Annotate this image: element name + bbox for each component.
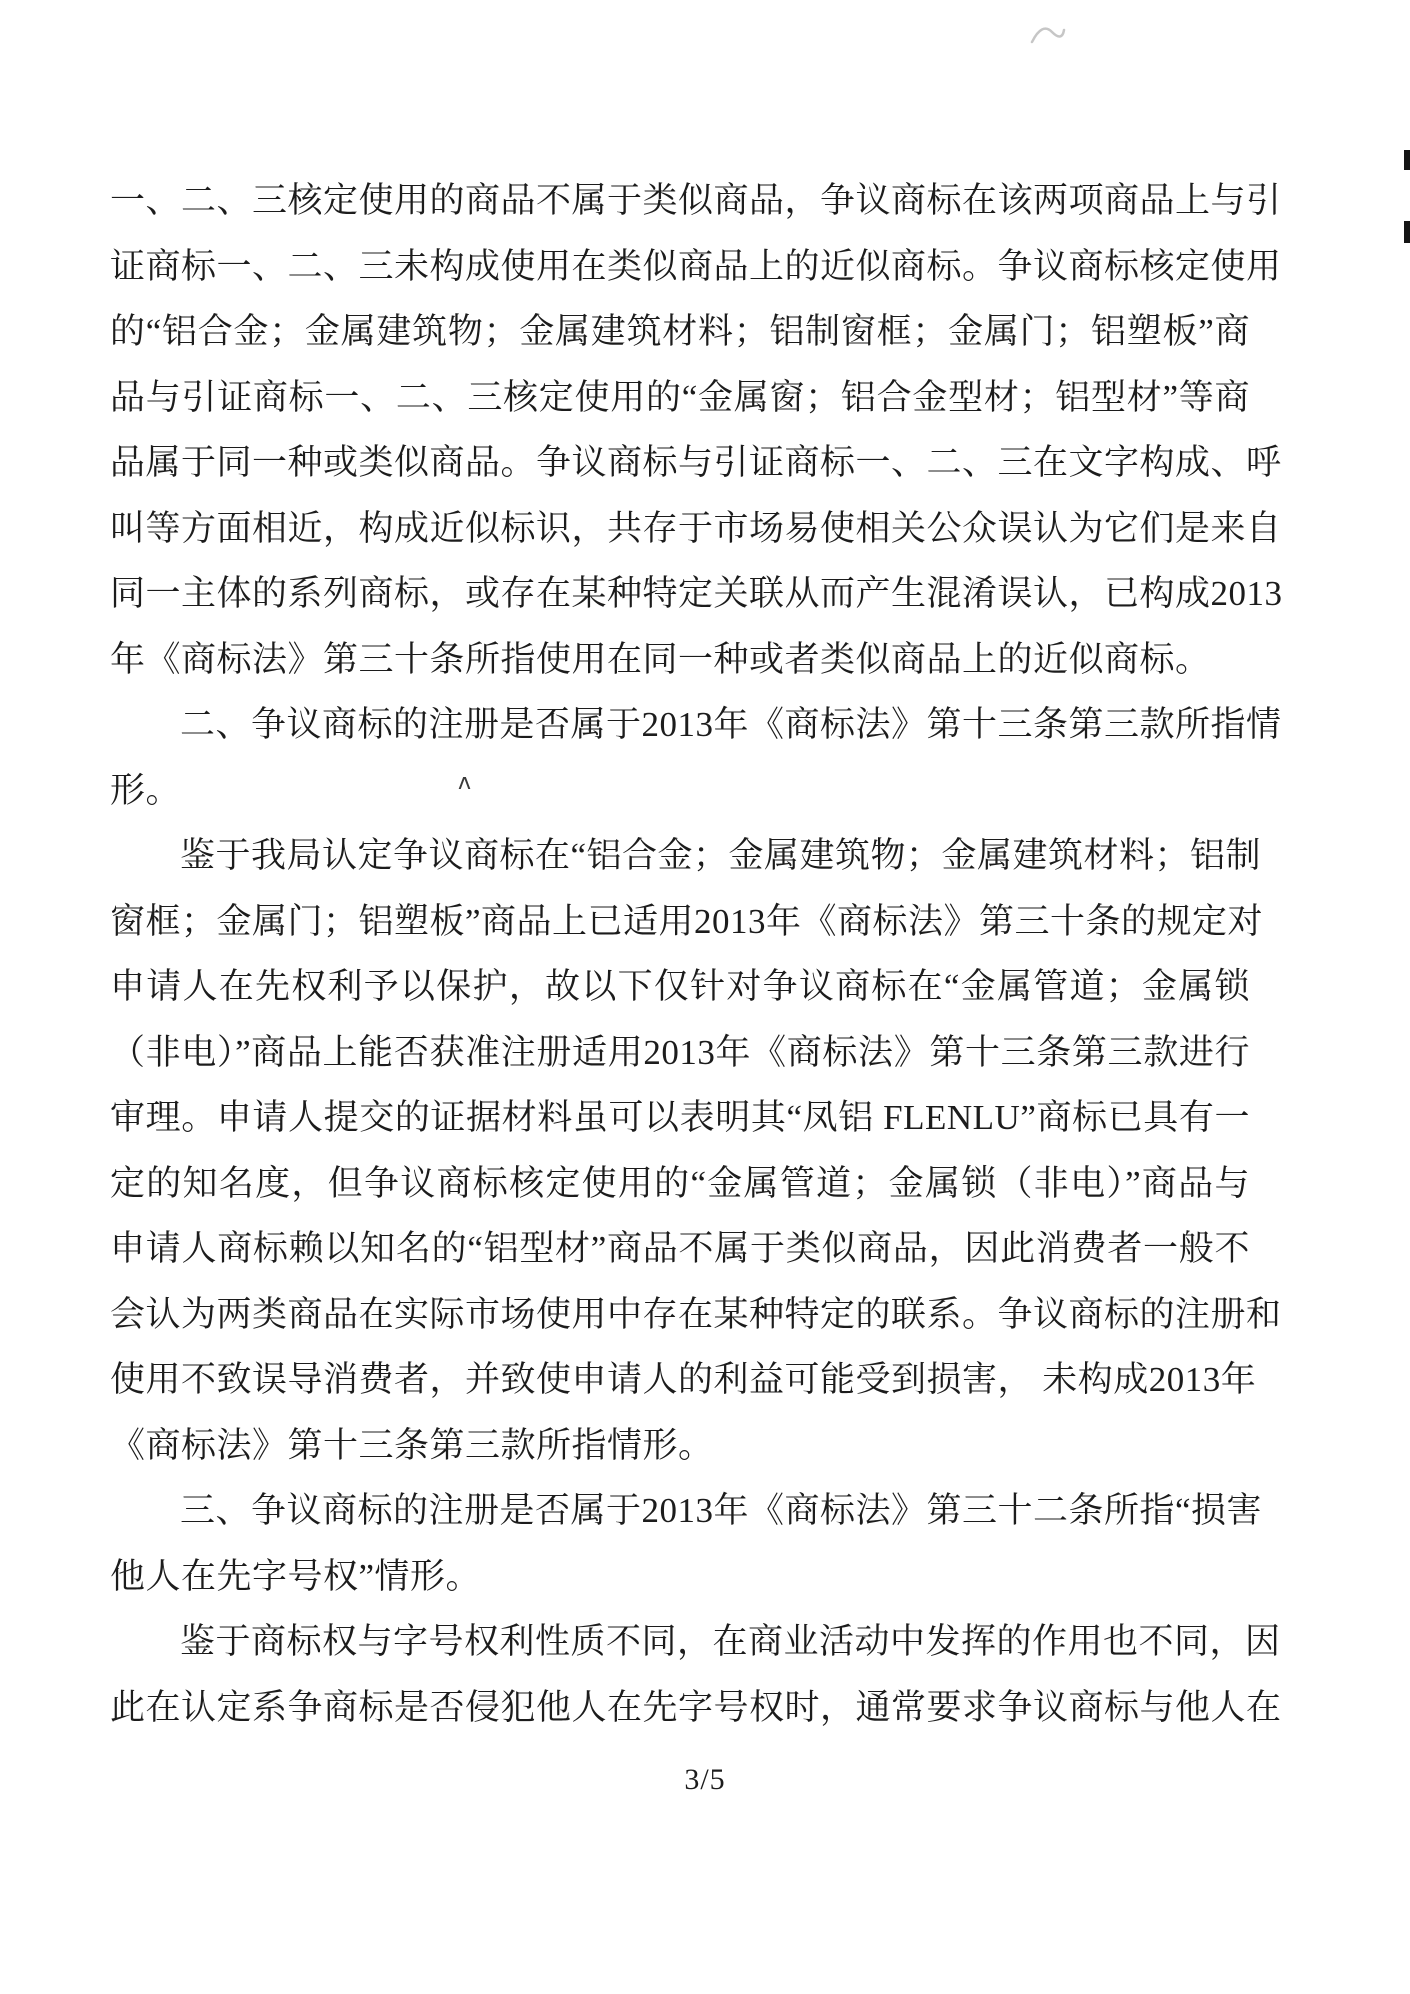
text-line: 年《商标法》第三十条所指使用在同一种或者类似商品上的近似商标。 xyxy=(110,639,1211,679)
text-line-section-heading: 二、争议商标的注册是否属于2013年《商标法》第十三条第三款所指情 xyxy=(180,705,1282,744)
text-line: 一、二、三核定使用的商品不属于类似商品，争议商标在该两项商品上与引 xyxy=(110,181,1282,220)
text-line: 定的知名度，但争议商标核定使用的“金属管道；金属锁（非电）”商品与 xyxy=(110,1163,1250,1203)
text-line: 品与引证商标一、二、三核定使用的“金属窗；铝合金型材；铝型材”等商 xyxy=(110,377,1250,417)
scan-artifact-caret: ʌ xyxy=(458,770,472,795)
page-number: 3/5 xyxy=(684,1763,726,1796)
text-line: 审理。申请人提交的证据材料虽可以表明其“凤铝 FLENLU”商标已具有一 xyxy=(110,1098,1250,1137)
text-line: 证商标一、二、三未构成使用在类似商品上的近似商标。争议商标核定使用 xyxy=(110,246,1282,286)
document-body xyxy=(110,168,1283,1740)
text-line: 同一主体的系列商标，或存在某种特定关联从而产生混淆误认，已构成2013 xyxy=(110,574,1283,613)
text-line: 窗框；金属门；铝塑板”商品上已适用2013年《商标法》第三十条的规定对 xyxy=(110,901,1264,941)
text-line: 鉴于商标权与字号权利性质不同，在商业活动中发挥的作用也不同，因 xyxy=(180,1622,1281,1661)
scan-artifact-edge-mark xyxy=(1404,150,1410,170)
text-line: 此在认定系争商标是否侵犯他人在先字号权时，通常要求争议商标与他人在 xyxy=(110,1687,1282,1727)
text-line-section-heading: 三、争议商标的注册是否属于2013年《商标法》第三十二条所指“损害 xyxy=(180,1491,1263,1530)
scan-artifact-squiggle xyxy=(1026,10,1070,54)
text-line: 品属于同一种或类似商品。争议商标与引证商标一、二、三在文字构成、呼 xyxy=(110,443,1282,482)
text-line: 会认为两类商品在实际市场使用中存在某种特定的联系。争议商标的注册和 xyxy=(110,1294,1282,1334)
text-line: 叫等方面相近，构成近似标识，共存于市场易使相关公众误认为它们是来自 xyxy=(110,508,1282,548)
text-line: （非电）”商品上能否获准注册适用2013年《商标法》第十三条第三款进行 xyxy=(110,1032,1250,1072)
text-line: 申请人在先权利予以保护，故以下仅针对争议商标在“金属管道；金属锁 xyxy=(110,967,1250,1006)
text-line: 使用不致误导消费者，并致使申请人的利益可能受到损害， 未构成2013年 xyxy=(110,1360,1257,1399)
text-line: 《商标法》第十三条第三款所指情形。 xyxy=(110,1425,714,1465)
text-line: 他人在先字号权”情形。 xyxy=(110,1556,482,1596)
text-line: 申请人商标赖以知名的“铝型材”商品不属于类似商品，因此消费者一般不 xyxy=(110,1229,1250,1268)
text-line: 形。 xyxy=(110,770,182,810)
scan-artifact-edge-mark xyxy=(1404,221,1410,243)
text-line: 鉴于我局认定争议商标在“铝合金；金属建筑物；金属建筑材料；铝制 xyxy=(180,836,1262,875)
text-line: 的“铝合金；金属建筑物；金属建筑材料；铝制窗框；金属门；铝塑板”商 xyxy=(110,312,1250,351)
